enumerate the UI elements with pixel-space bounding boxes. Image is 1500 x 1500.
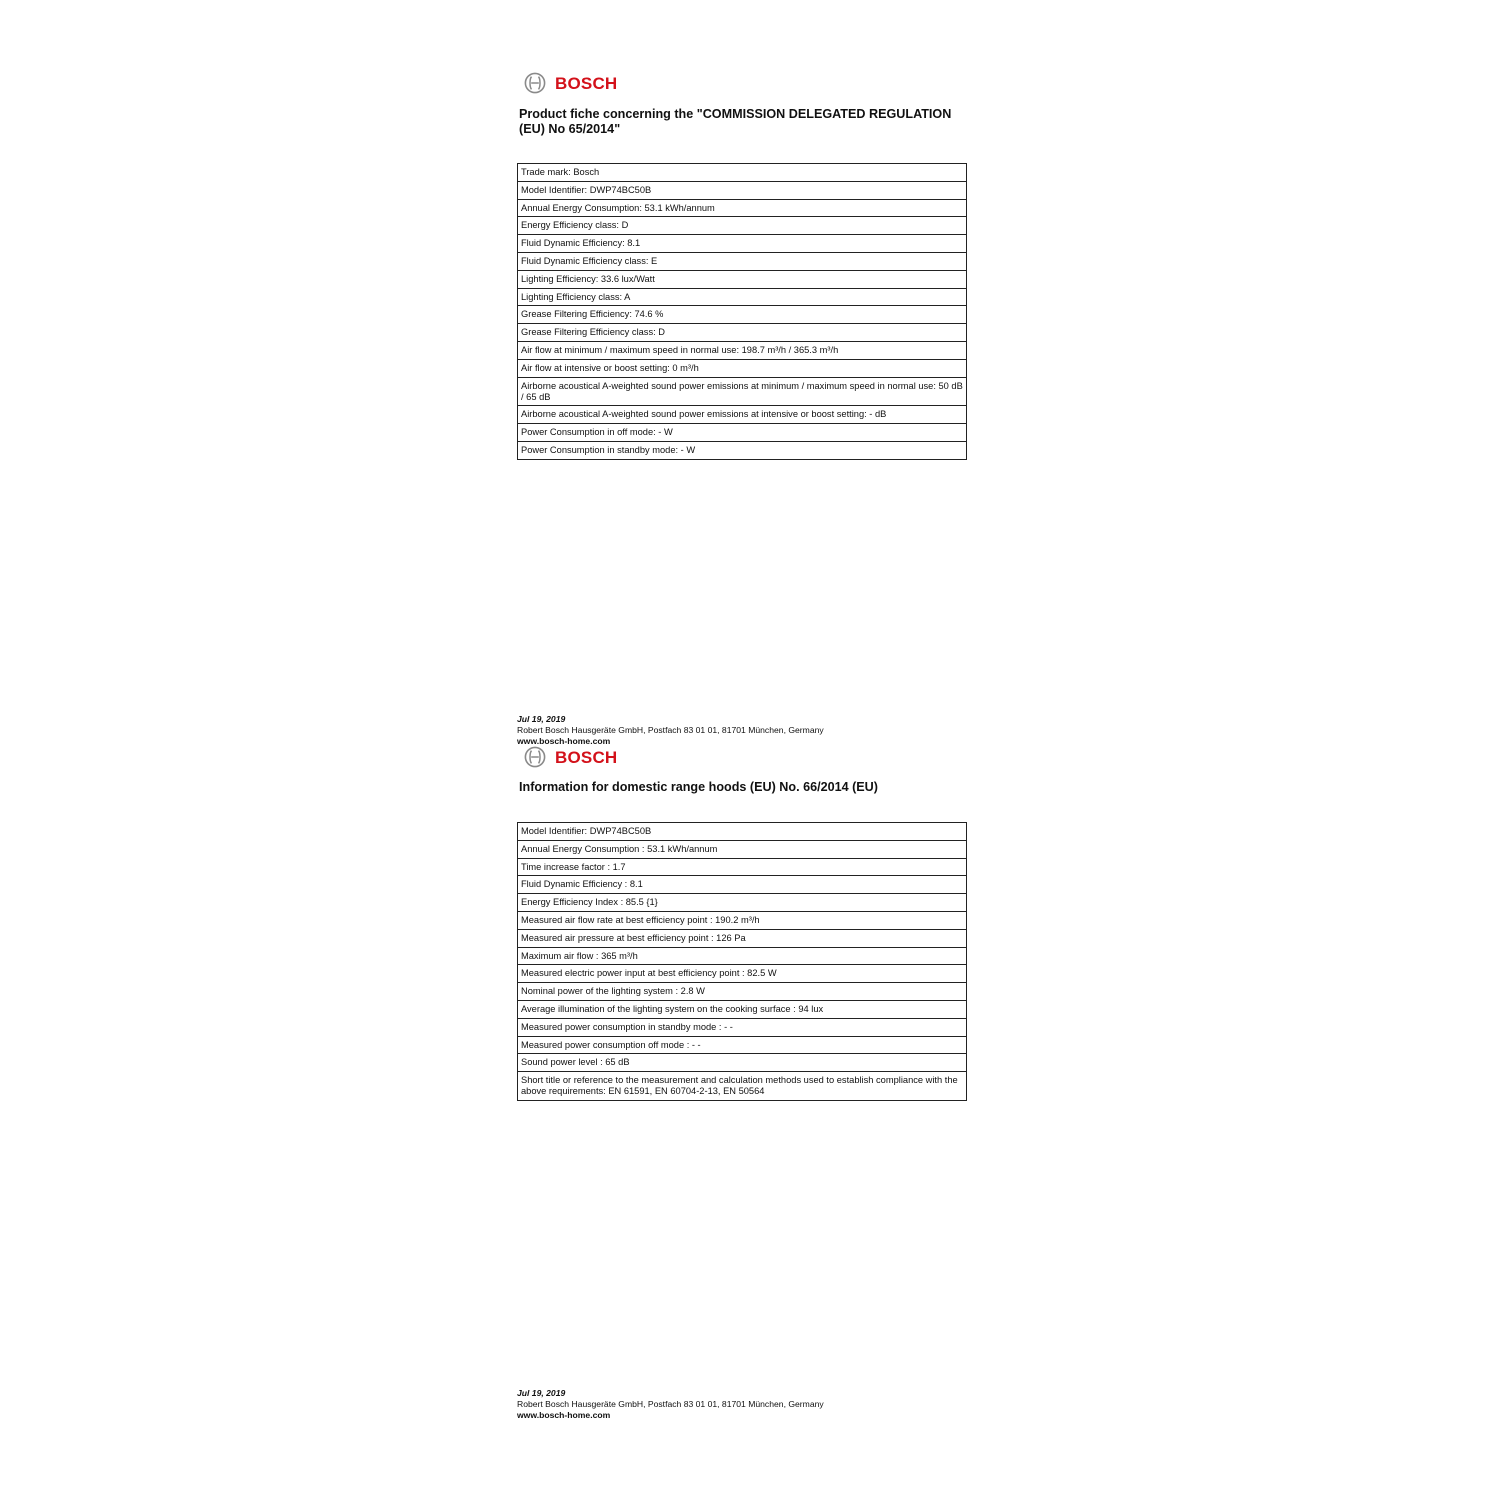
spec-cell: Annual Energy Consumption : 53.1 kWh/annum	[518, 840, 967, 858]
spec-cell: Time increase factor : 1.7	[518, 858, 967, 876]
spec-cell: Model Identifier: DWP74BC50B	[518, 823, 967, 841]
table-row	[518, 1036, 967, 1054]
range-hood-info-sheet	[517, 744, 967, 1101]
spec-cell: Short title or reference to the measurement and calculation methods used to establish compliance with the above requirements: EN 61591, EN 60704-2-13, EN 50564	[518, 1072, 967, 1101]
spec-cell: Fluid Dynamic Efficiency: 8.1	[518, 235, 967, 253]
spec-cell: Airborne acoustical A-weighted sound power emissions at intensive or boost setting: - dB	[518, 406, 967, 424]
table-row	[518, 288, 967, 306]
spec-cell: Sound power level : 65 dB	[518, 1054, 967, 1072]
spec-cell: Measured air flow rate at best efficiency point : 190.2 m³/h	[518, 911, 967, 929]
spec-cell: Airborne acoustical A-weighted sound power emissions at minimum / maximum speed in normal use: 50 dB / 65 dB	[518, 377, 967, 406]
spec-cell: Energy Efficiency Index : 85.5 {1}	[518, 894, 967, 912]
spec-cell: Lighting Efficiency: 33.6 lux/Watt	[518, 270, 967, 288]
table-row	[518, 217, 967, 235]
table-row	[518, 965, 967, 983]
table-row	[518, 441, 967, 459]
table-row	[518, 1054, 967, 1072]
table-row	[518, 1072, 967, 1101]
spec-cell: Measured power consumption in standby mode : - -	[518, 1018, 967, 1036]
spec-cell: Grease Filtering Efficiency: 74.6 %	[518, 306, 967, 324]
document-footer	[517, 714, 824, 747]
spec-cell: Measured air pressure at best efficiency point : 126 Pa	[518, 929, 967, 947]
spec-cell: Nominal power of the lighting system : 2.8 W	[518, 983, 967, 1001]
brand-wordmark: BOSCH	[555, 747, 618, 767]
spec-cell: Measured electric power input at best efficiency point : 82.5 W	[518, 965, 967, 983]
page-title: Product fiche concerning the "COMMISSION DELEGATED REGULATION (EU) No 65/2014"	[519, 107, 952, 136]
table-row	[518, 911, 967, 929]
table-row	[518, 270, 967, 288]
table-row	[518, 252, 967, 270]
table-row	[518, 199, 967, 217]
table-row	[518, 341, 967, 359]
table-row	[518, 929, 967, 947]
footer-date: Jul 19, 2019	[517, 714, 566, 724]
spec-cell: Fluid Dynamic Efficiency class: E	[518, 252, 967, 270]
table-row	[518, 306, 967, 324]
spec-cell: Power Consumption in standby mode: - W	[518, 441, 967, 459]
bosch-armature-icon	[524, 72, 546, 94]
spec-cell: Maximum air flow : 365 m³/h	[518, 947, 967, 965]
table-row	[518, 894, 967, 912]
document-footer	[517, 1388, 824, 1421]
table-row	[518, 858, 967, 876]
spec-cell: Model Identifier: DWP74BC50B	[518, 181, 967, 199]
brand-wordmark: BOSCH	[555, 73, 618, 93]
footer-address: Robert Bosch Hausgeräte GmbH, Postfach 83 01 01, 81701 München, Germany	[517, 725, 824, 735]
table-row	[518, 324, 967, 342]
bosch-armature-icon	[524, 746, 546, 768]
table-row	[518, 823, 967, 841]
spec-cell: Trade mark: Bosch	[518, 164, 967, 182]
spec-cell: Lighting Efficiency class: A	[518, 288, 967, 306]
spec-cell: Fluid Dynamic Efficiency : 8.1	[518, 876, 967, 894]
spec-cell: Power Consumption in off mode: - W	[518, 424, 967, 442]
product-fiche-sheet	[517, 70, 967, 460]
page-title: Information for domestic range hoods (EU) No. 66/2014 (EU)	[519, 780, 878, 794]
spec-table	[517, 822, 967, 1101]
spec-cell: Air flow at minimum / maximum speed in normal use: 198.7 m³/h / 365.3 m³/h	[518, 341, 967, 359]
table-row	[518, 377, 967, 406]
table-row	[518, 359, 967, 377]
table-row	[518, 406, 967, 424]
table-row	[518, 1018, 967, 1036]
spec-cell: Air flow at intensive or boost setting: 0 m³/h	[518, 359, 967, 377]
footer-website: www.bosch-home.com	[517, 736, 611, 746]
footer-website: www.bosch-home.com	[517, 1410, 611, 1420]
table-row	[518, 235, 967, 253]
spec-cell: Annual Energy Consumption: 53.1 kWh/annum	[518, 199, 967, 217]
spec-cell: Grease Filtering Efficiency class: D	[518, 324, 967, 342]
spec-cell: Average illumination of the lighting system on the cooking surface : 94 lux	[518, 1000, 967, 1018]
footer-date: Jul 19, 2019	[517, 1388, 566, 1398]
brand-logo	[524, 744, 967, 770]
table-row	[518, 424, 967, 442]
brand-logo	[524, 70, 967, 96]
table-row	[518, 164, 967, 182]
spec-cell: Measured power consumption off mode : - -	[518, 1036, 967, 1054]
spec-cell: Energy Efficiency class: D	[518, 217, 967, 235]
table-row	[518, 876, 967, 894]
table-row	[518, 181, 967, 199]
table-row	[518, 983, 967, 1001]
table-row	[518, 840, 967, 858]
footer-address: Robert Bosch Hausgeräte GmbH, Postfach 83 01 01, 81701 München, Germany	[517, 1399, 824, 1409]
spec-table	[517, 163, 967, 460]
table-row	[518, 947, 967, 965]
table-row	[518, 1000, 967, 1018]
